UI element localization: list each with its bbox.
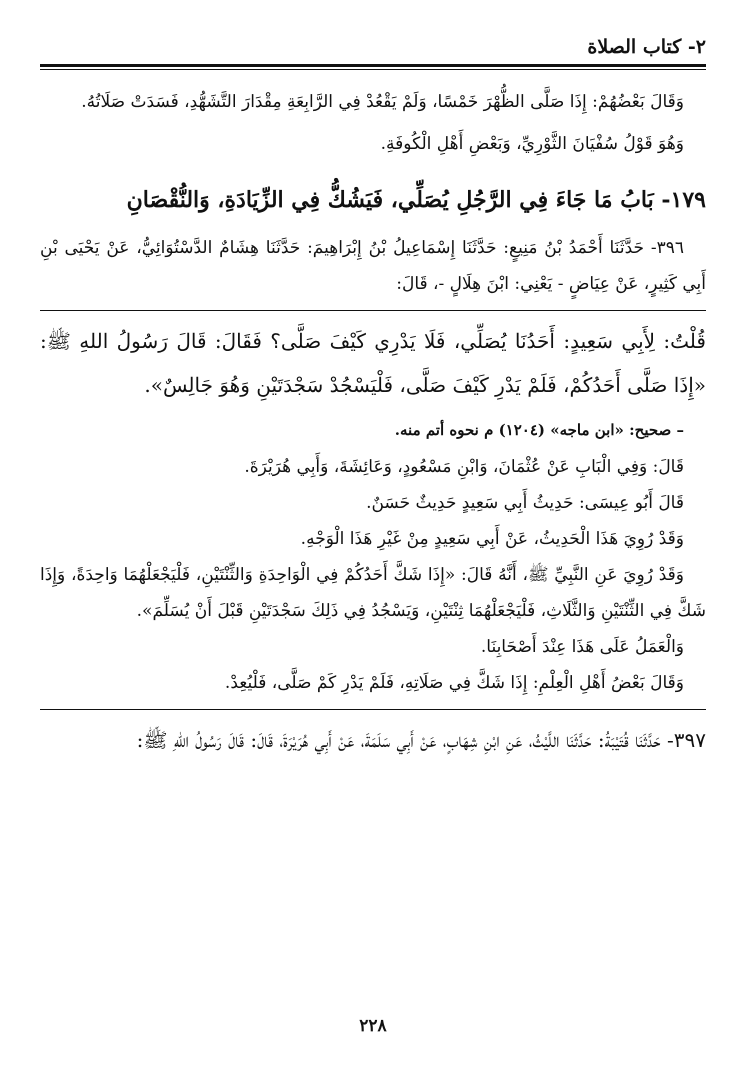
paragraph-narrated-from-prophet: وَقَدْ رُوِيَ عَنِ النَّبِيِّ ﷺ، أَنَّهُ قَالَ: «إِذَا شَكَّ أَحَدُكُمْ فِي الْوَاحِدَةِ وَالثِّنْتَيْنِ، فَلْيَجْعَلْهُمَا وَاحِدَةً، وَإِذَا شَكَّ فِي الثِّنْتَيْنِ وَالثَّلَاثِ، فَلْيَجْعَلْهُمَا ثِنْتَيْنِ، وَيَسْجُدُ فِي ذَلِكَ سَجْدَتَيْنِ قَبْلَ أَنْ يُسَلِّمَ». bbox=[40, 565, 706, 621]
paragraph-some-said: وَقَالَ بَعْضُهُمْ: إِذَا صَلَّى الظُّهْرَ خَمْسًا، وَلَمْ يَقْعُدْ فِي الرَّابِعَةِ مِقْدَارَ التَّشَهُّدِ، فَسَدَتْ صَلَاتُهُ. bbox=[81, 92, 684, 112]
paragraph-narrated-other-way: وَقَدْ رُوِيَ هَذَا الْحَدِيثُ، عَنْ أَبِي سَعِيدٍ مِنْ غَيْرِ هَذَا الْوَجْهِ. bbox=[300, 529, 684, 549]
hadith-grading: – صحيح: «ابن ماجه» (١٢٠٤) م نحوه أتم منه. bbox=[394, 421, 684, 439]
hadith-397-isnad: ٣٩٧- حَدَّثَنَا قُتَيْبَةُ: حَدَّثَنَا اللَّيْثُ، عَنِ ابْنِ شِهَابٍ، عَنْ أَبِي سَلَمَةَ، عَنْ أَبِي هُرَيْرَةَ، قَالَ: قَالَ رَسُولُ اللهِ ﷺ: bbox=[136, 728, 706, 752]
paragraph-in-the-chapter: قَالَ: وَفِي الْبَابِ عَنْ عُثْمَانَ، وَابْنِ مَسْعُودٍ، وَعَائِشَةَ، وَأَبِي هُرَيْرَةَ. bbox=[244, 457, 684, 477]
hadith-396-matn: قُلْتُ: لِأَبِي سَعِيدٍ: أَحَدُنَا يُصَلِّي، فَلَا يَدْرِي كَيْفَ صَلَّى؟ فَقَالَ: قَالَ رَسُولُ اللهِ ﷺ: «إِذَا صَلَّى أَحَدُكُمْ، فَلَمْ يَدْرِ كَيْفَ صَلَّى، فَلْيَسْجُدْ سَجْدَتَيْنِ وَهُوَ جَالِسٌ». bbox=[40, 329, 706, 397]
separator-rule-2 bbox=[40, 709, 706, 710]
separator-rule bbox=[40, 310, 706, 311]
page-number: ٢٢٨ bbox=[359, 1016, 387, 1036]
page-body bbox=[40, 84, 706, 762]
hadith-396-isnad: ٣٩٦- حَدَّثَنَا أَحْمَدُ بْنُ مَنِيعٍ: حَدَّثَنَا إِسْمَاعِيلُ بْنُ إِبْرَاهِيمَ: حَدَّثَنَا هِشَامٌ الدَّسْتُوَائِيُّ، عَنْ يَحْيَى بْنِ أَبِي كَثِيرٍ، عَنْ عِيَاضٍ - يَعْنِي: ابْنَ هِلَالٍ -، قَالَ: bbox=[40, 238, 706, 294]
paragraph-thawri: وَهُوَ قَوْلُ سُفْيَانَ الثَّوْرِيِّ، وَبَعْضِ أَهْلِ الْكُوفَةِ. bbox=[380, 134, 684, 154]
running-head bbox=[40, 28, 706, 60]
running-title: ٢- كتاب الصلاة bbox=[587, 36, 706, 58]
paragraph-abu-isa: قَالَ أَبُو عِيسَى: حَدِيثُ أَبِي سَعِيدٍ حَدِيثٌ حَسَنٌ. bbox=[366, 493, 684, 513]
header-rule-thick bbox=[40, 64, 706, 67]
paragraph-practice: وَالْعَمَلُ عَلَى هَذَا عِنْدَ أَصْحَابِنَا. bbox=[480, 637, 684, 657]
paragraph-some-scholars: وَقَالَ بَعْضُ أَهْلِ الْعِلْمِ: إِذَا شَكَّ فِي صَلَاتِهِ، فَلَمْ يَدْرِ كَمْ صَلَّى، فَلْيُعِدْ. bbox=[224, 673, 684, 693]
header-rule-thin bbox=[40, 69, 706, 70]
chapter-heading-179: ١٧٩- بَابُ مَا جَاءَ فِي الرَّجُلِ يُصَلِّي، فَيَشُكُّ فِي الزِّيَادَةِ، وَالنُّقْصَانِ bbox=[126, 187, 706, 213]
